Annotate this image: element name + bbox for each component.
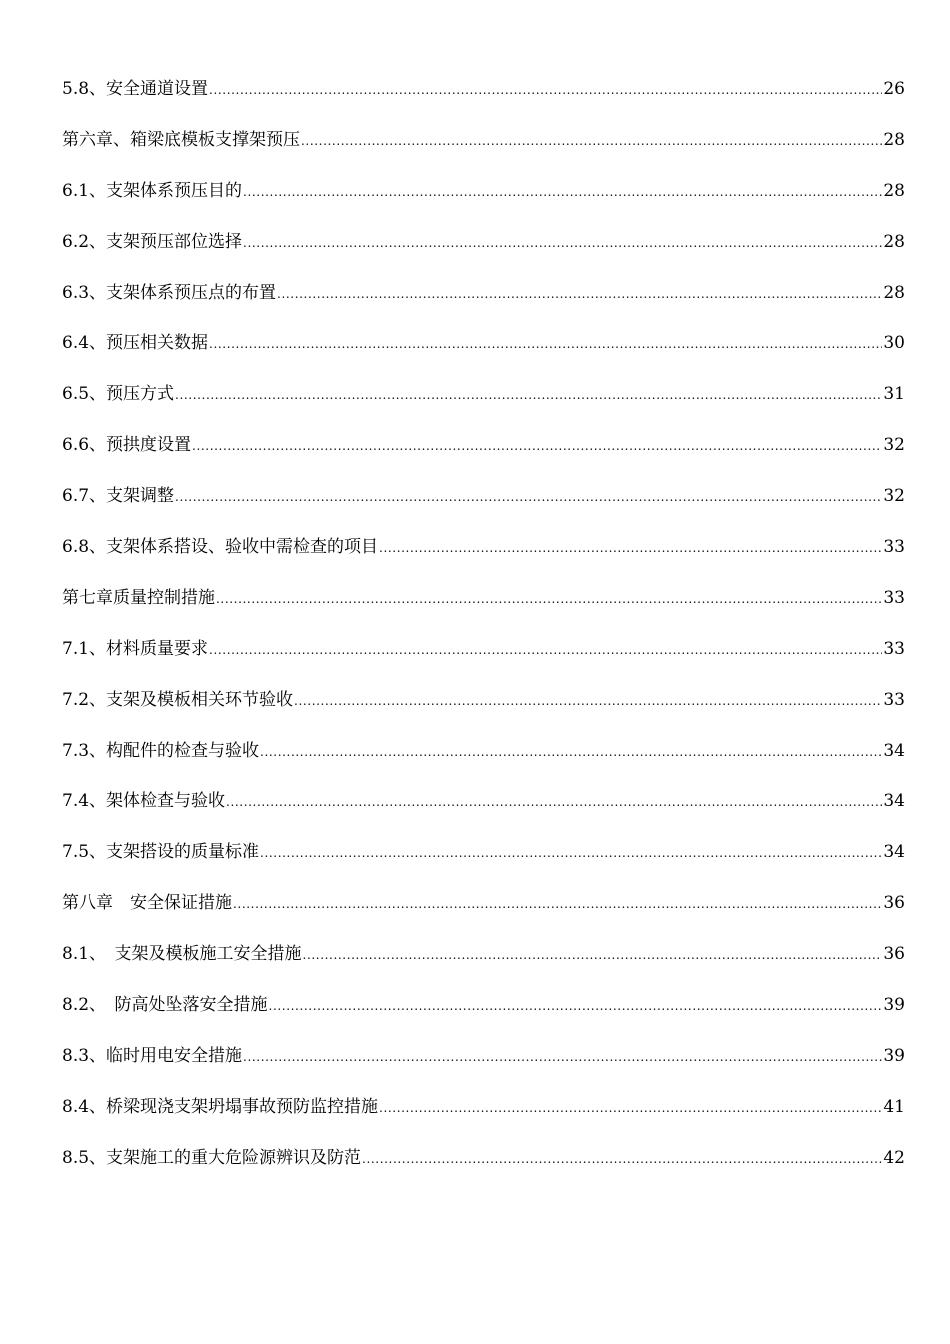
- toc-entry-page: 39: [883, 995, 905, 1016]
- toc-entry[interactable]: [62, 379, 905, 430]
- toc-entry-title: 7.3、构配件的检查与验收: [62, 740, 260, 761]
- toc-dot-leader: [192, 431, 882, 461]
- toc-entry-title: 5.8、安全通道设置: [62, 79, 209, 99]
- toc-entry-title: 6.6、预拱度设置: [62, 435, 192, 456]
- toc-entry-title: 8.1、 支架及模板施工安全措施: [62, 944, 302, 965]
- toc-entry[interactable]: [62, 634, 905, 685]
- toc-dot-leader: [209, 75, 882, 105]
- toc-entry[interactable]: [62, 837, 905, 888]
- toc-entry-title: 8.2、 防高处坠落安全措施: [62, 995, 268, 1016]
- toc-dot-leader: [294, 686, 882, 716]
- toc-dot-leader: [301, 126, 882, 156]
- toc-entry-page: 28: [883, 180, 905, 201]
- toc-entry-title: 8.3、临时用电安全措施: [62, 1045, 243, 1066]
- toc-entry-title: 第八章 安全保证措施: [62, 893, 232, 914]
- toc-entry-page: 39: [883, 1045, 905, 1066]
- toc-entry-page: 33: [883, 638, 905, 659]
- toc-entry[interactable]: [62, 1041, 905, 1092]
- toc-dot-leader: [243, 1042, 882, 1072]
- toc-entry-title: 8.4、桥梁现浇支架坍塌事故预防监控措施: [62, 1096, 379, 1117]
- toc-entry[interactable]: [62, 430, 905, 481]
- toc-entry-title: 6.8、支架体系搭设、验收中需检查的项目: [62, 537, 379, 558]
- toc-entry-title: 6.2、支架预压部位选择: [62, 231, 243, 252]
- toc-entry[interactable]: [62, 227, 905, 278]
- toc-entry-page: 28: [883, 282, 905, 303]
- toc-dot-leader: [260, 737, 882, 767]
- toc-entry[interactable]: [62, 685, 905, 736]
- toc-dot-leader: [216, 584, 882, 614]
- toc-entry[interactable]: [62, 736, 905, 787]
- toc-dot-leader: [243, 228, 882, 258]
- toc-entry[interactable]: [62, 990, 905, 1041]
- toc-entry-page: 30: [883, 333, 905, 354]
- toc-entry-title: 6.3、支架体系预压点的布置: [62, 282, 277, 303]
- toc-entry-page: 36: [883, 893, 905, 914]
- toc-dot-leader: [362, 1144, 882, 1174]
- toc-dot-leader: [277, 279, 882, 309]
- toc-dot-leader: [175, 380, 882, 410]
- toc-entry-title: 第七章质量控制措施: [62, 587, 215, 608]
- toc-entry-title: 7.5、支架搭设的质量标准: [62, 842, 260, 863]
- toc-entry-page: 34: [883, 791, 905, 812]
- toc-entry-title: 6.1、支架体系预压目的: [62, 180, 243, 201]
- toc-entry-title: 第六章、箱梁底模板支撑架预压: [62, 129, 300, 150]
- toc-entry[interactable]: [62, 1143, 905, 1194]
- toc-dot-leader: [260, 838, 882, 868]
- toc-entry-page: 33: [883, 689, 905, 710]
- toc-entry-page: 28: [883, 129, 905, 150]
- toc-dot-leader: [226, 787, 882, 817]
- toc-entry[interactable]: [62, 939, 905, 990]
- toc-entry[interactable]: [62, 583, 905, 634]
- toc-entry[interactable]: [62, 786, 905, 837]
- toc-entry-title: 6.4、预压相关数据: [62, 333, 209, 354]
- toc-entry-page: 34: [883, 740, 905, 761]
- toc-entry[interactable]: [62, 328, 905, 379]
- toc-entry[interactable]: [62, 176, 905, 227]
- toc-dot-leader: [379, 533, 882, 563]
- toc-entry-title: 7.4、架体检查与验收: [62, 791, 226, 812]
- toc-entry-title: 7.2、支架及模板相关环节验收: [62, 689, 294, 710]
- table-of-contents: [62, 74, 905, 1194]
- toc-entry-title: 7.1、材料质量要求: [62, 638, 209, 659]
- toc-entry[interactable]: [62, 532, 905, 583]
- toc-entry-page: 41: [883, 1096, 905, 1117]
- toc-entry-page: 34: [883, 842, 905, 863]
- toc-entry-page: 32: [883, 435, 905, 456]
- toc-entry-title: 6.5、预压方式: [62, 384, 175, 405]
- toc-entry-page: 32: [883, 486, 905, 507]
- toc-entry[interactable]: [62, 125, 905, 176]
- toc-entry-title: 6.7、支架调整: [62, 486, 175, 507]
- toc-entry-page: 26: [883, 79, 905, 99]
- toc-entry-page: 33: [883, 537, 905, 558]
- toc-dot-leader: [233, 889, 882, 919]
- toc-entry-title: 8.5、支架施工的重大危险源辨识及防范: [62, 1147, 362, 1168]
- toc-dot-leader: [243, 177, 882, 207]
- toc-entry[interactable]: [62, 1092, 905, 1143]
- toc-entry-page: 33: [883, 587, 905, 608]
- toc-entry-page: 28: [883, 231, 905, 252]
- toc-entry[interactable]: [62, 278, 905, 329]
- toc-dot-leader: [209, 329, 882, 359]
- toc-dot-leader: [269, 991, 883, 1021]
- toc-entry-page: 42: [883, 1147, 905, 1168]
- toc-entry-page: 36: [883, 944, 905, 965]
- toc-entry-page: 31: [883, 384, 905, 405]
- toc-dot-leader: [209, 635, 882, 665]
- toc-dot-leader: [175, 482, 882, 512]
- toc-entry[interactable]: [62, 888, 905, 939]
- toc-dot-leader: [379, 1093, 882, 1123]
- toc-entry[interactable]: [62, 74, 905, 125]
- toc-dot-leader: [303, 940, 883, 970]
- toc-entry[interactable]: [62, 481, 905, 532]
